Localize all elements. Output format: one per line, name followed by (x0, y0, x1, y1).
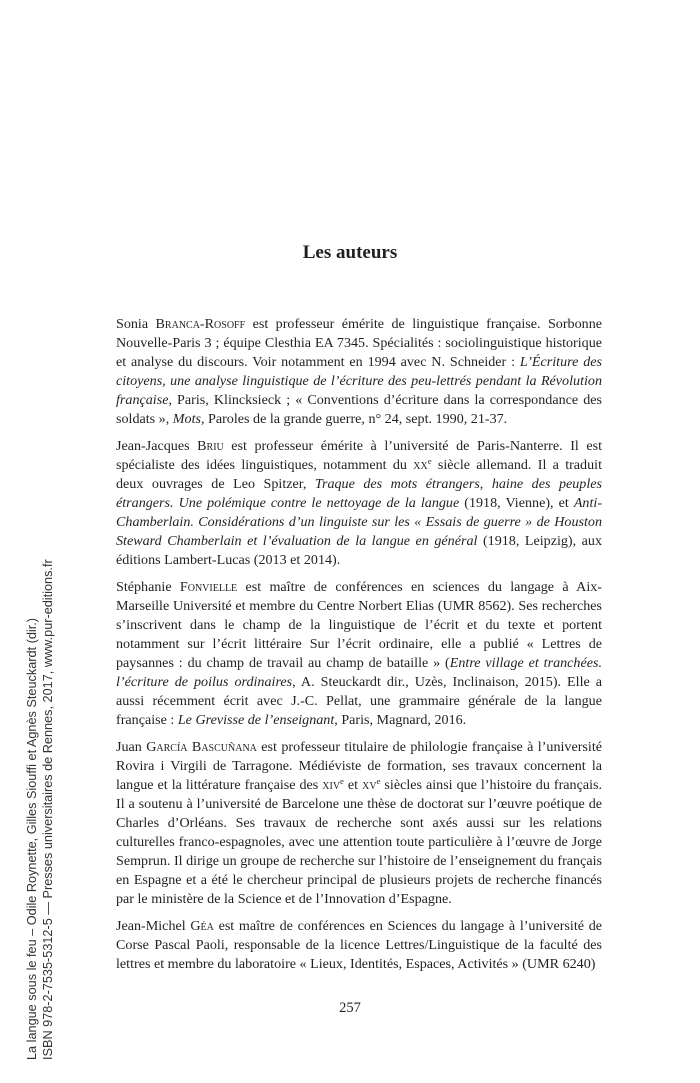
century-numeral: xv (362, 777, 377, 793)
side-note-line-2: ISBN 978-2-7535-5312-5 — Presses universitaires de Rennes, 2017, www.pur-editions.fr (41, 559, 55, 1060)
bio-text: et (343, 777, 363, 793)
author-first-name: Sonia (116, 316, 156, 332)
publication-side-note (24, 559, 56, 1060)
author-surname: García Bascuñana (146, 739, 257, 755)
page-title: Les auteurs (302, 242, 398, 263)
side-note-line-1: La langue sous le feu – Odile Roynette, Gilles Siouffi et Agnès Steuckardt (dir.) (25, 618, 39, 1060)
century-numeral: xx (413, 457, 428, 473)
bio-text: , Paroles de la grande guerre, n° 24, sept. 1990, 21-37. (200, 411, 508, 427)
century-suffix: e (340, 776, 344, 787)
bio-text: (1918, Vienne), et (459, 495, 574, 511)
author-surname: Branca-Rosoff (155, 316, 246, 332)
bio-text: est professeur émérite de linguistique française. Sorbonne Nouvelle-Paris 3 ; équipe Clesthia EA 7345. Spécialités : sociolinguistique historique et analyse du discours. Voir notamment en 1994 avec N. Schneider : (116, 316, 602, 370)
century-numeral: xiv (322, 777, 341, 793)
page-number: 257 (339, 1000, 361, 1016)
bio-text: est maître de conférences en sciences du langage à Aix-Marseille Université et membre du Centre Norbert Elias (UMR 8562). Ses recherches s’inscrivent dans le champ de la linguistique de l’écrit et du texte et portent notamment sur l’écrit littéraire Sur l’écrit ordinaire, elle a publié « Lettres de paysannes : du champ de travail au champ de bataille » ( (116, 579, 602, 671)
century-suffix: e (427, 456, 432, 467)
book-title: Le Grevisse de l’enseignant (177, 712, 335, 728)
bio-text: , Paris, Magnard, 2016. (334, 712, 467, 728)
bio-text: est professeur titulaire de philologie française à l’université Rovira i Virgili de Tarragone. Médiéviste de formation, ses travaux concernent la langue et la littérature française des (116, 739, 602, 793)
bio-text: (1918, Leipzig), aux éditions Lambert-Lucas (2013 et 2014). (116, 533, 602, 568)
author-bio-gea (116, 917, 602, 974)
author-bio-garcia-bascunana (116, 738, 602, 909)
bio-text: est professeur émérite à l’université de Paris-Nanterre. Il est spécialiste des idées linguistiques, notamment du (116, 438, 603, 473)
author-first-name: Jean-Jacques (116, 438, 198, 454)
bio-text: est maître de conférences en Sciences du langage à l’université de Corse Pascal Paoli, responsable de la licence Lettres/Linguistique de la faculté des lettres et membre du laboratoire « Lieux, Identités, Espaces, Activités » (UMR 6240) (116, 918, 602, 972)
book-title: L’Écriture des citoyens, une analyse linguistique de l’écriture des peu-lettrés pendant la Révolution française (116, 354, 602, 408)
author-surname: Géa (190, 918, 214, 934)
author-bio-briu (116, 437, 602, 570)
author-surname: Fonvielle (179, 579, 238, 595)
bio-text: siècles ainsi que l’histoire du français. Il a soutenu à l’université de Barcelone une thèse de doctorat sur l’œuvre poétique de Charles d’Orléans. Ses travaux de recherche sont axés aussi sur les relations culturelles franco-espagnoles, avec une attention toute particulière à l’œuvre de Jorge Semprun. Il dirige un groupe de recherche sur l’histoire de l’enseignement du français en Espagne et a été le chercheur principal de plusieurs projets de recherche financés par le ministère de la Science et de l’Innovation d’Espagne. (116, 777, 602, 907)
author-first-name: Juan (116, 739, 147, 755)
author-bio-branca-rosoff (116, 315, 602, 429)
book-title: Anti-Chamberlain. Considérations d’un linguiste sur les « Essais de guerre » de Houston Steward Chamberlain et l’évaluation de la langue en général (116, 495, 603, 549)
authors-list (116, 315, 602, 982)
author-surname: Briu (197, 438, 224, 454)
book-title: Traque des mots étrangers, haine des peuples étrangers. Une polémique contre le nettoyage de la langue (116, 476, 602, 511)
bio-text: siècle allemand. Il a traduit deux ouvrages de Leo Spitzer, (116, 457, 602, 492)
author-first-name: Jean-Michel (116, 918, 191, 934)
bio-text: , A. Steuckardt dir., Uzès, Inclinaison, 2015). Elle a aussi récemment écrit avec J.-C. Pellat, une grammaire générale de la langue française : (116, 674, 603, 728)
book-title: Entre village et tranchées. l’écriture de poilus ordinaires (116, 655, 603, 690)
journal-title: Mots (172, 411, 201, 427)
century-suffix: e (376, 776, 381, 787)
bio-text: , Paris, Klincksieck ; « Conventions d’écriture dans la correspondance des soldats », (116, 392, 602, 427)
author-bio-fonvielle (116, 578, 602, 730)
author-first-name: Stéphanie (116, 579, 180, 595)
